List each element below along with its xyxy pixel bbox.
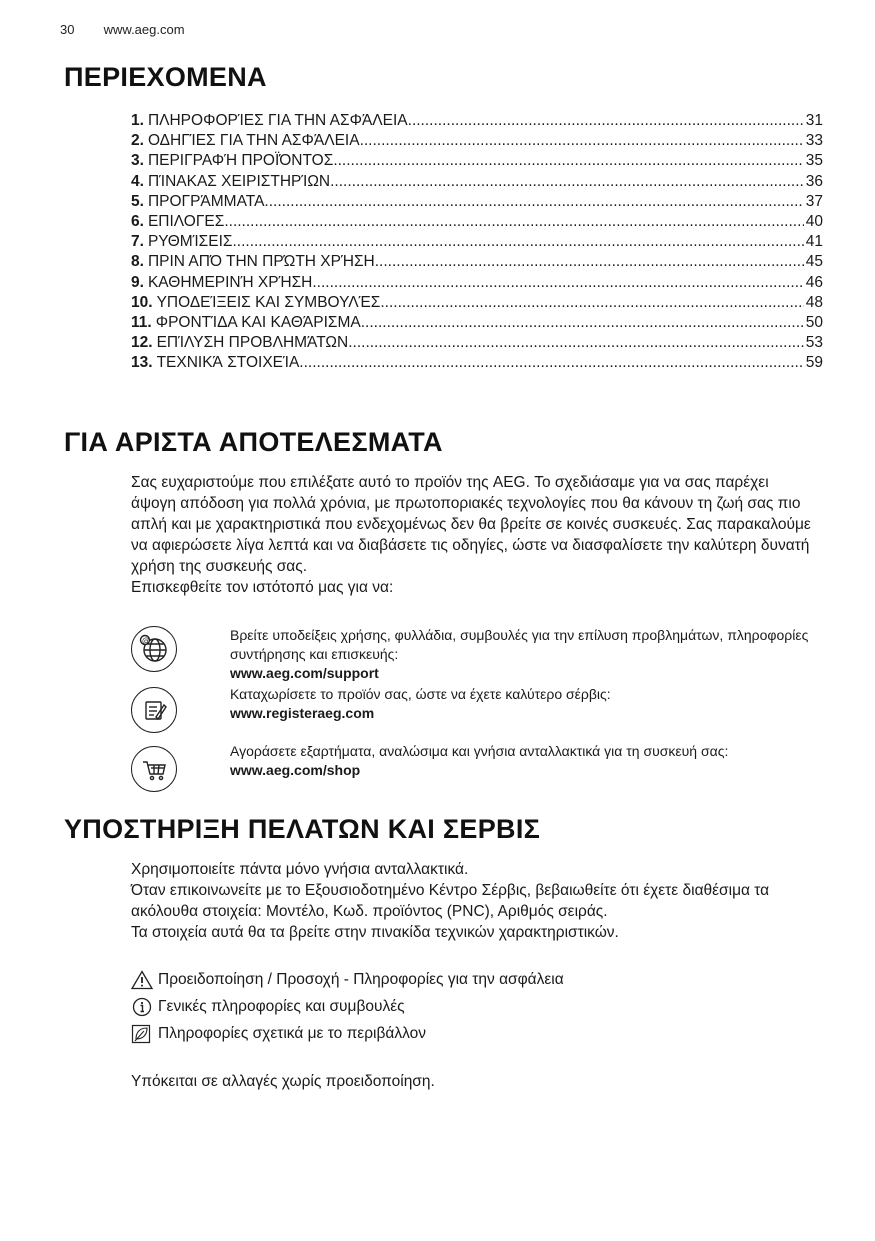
results-intro-text: Σας ευχαριστούμε που επιλέξατε αυτό το προϊόν της AEG. Το σχεδιάσαμε για να σας παρέχει άψογη απόδοση για πολλά χρόνια, με πρωτοποριακές τεχνολογίες που θα κάνουν τη ζωή σας πιο απλή και με χαρακτηριστικά που ενδεχομένως δεν θα βρείτε σε κοινές συσκευές. Σας παρακαλούμε να αφιερώσετε λίγα λεπτά και να διαβάσετε τις οδηγίες, ώστε να διασφαλίσετε την καλύτερη δυνατή χρήση της συσκευής σας. <box>131 474 811 575</box>
toc-item-page: 37 <box>805 192 823 210</box>
toc-item-page: 31 <box>805 112 823 129</box>
toc-leader-dots <box>330 172 804 192</box>
toc-item-page: 40 <box>805 212 823 230</box>
results-title: ΓΙΑ ΑΡΙΣΤΑ ΑΠΟΤΕΛΕΣΜΑΤΑ <box>64 427 443 457</box>
toc-item-label: ΠΡΙΝ ΑΠΌ ΤΗΝ ΠΡΏΤΗ ΧΡΉΣΗ <box>147 253 375 271</box>
toc-item[interactable] <box>131 111 823 131</box>
support-text: Βρείτε υποδείξεις χρήσης, φυλλάδια, συμβουλές για την επίλυση προβλημάτων, πληροφορίες συντήρησης και επισκευής: <box>230 627 809 662</box>
register-form-icon <box>131 687 177 733</box>
register-text-block <box>230 685 810 723</box>
support-link[interactable]: www.aeg.com/support <box>230 665 379 681</box>
toc-item-number: 5. <box>131 192 144 210</box>
toc-item-label: ΠΕΡΙΓΡΑΦΉ ΠΡΟΪΌΝΤΟΣ <box>147 152 334 170</box>
page-header <box>60 22 185 37</box>
toc-item[interactable] <box>131 232 823 252</box>
toc-item-label: ΠΊΝΑΚΑΣ ΧΕΙΡΙΣΤΗΡΊΩΝ <box>147 172 331 190</box>
toc-item-label: ΤΕΧΝΙΚΆ ΣΤΟΙΧΕΊΑ <box>156 354 300 372</box>
shop-text: Αγοράσετε εξαρτήματα, αναλώσιμα και γνήσια ανταλλακτικά για τη συσκευή σας: <box>230 743 729 759</box>
toc-item-number: 4. <box>131 172 144 190</box>
page-number: 30 <box>60 22 75 37</box>
results-intro-block <box>131 472 811 598</box>
leaf-icon <box>131 1024 153 1044</box>
toc-leader-dots <box>333 151 803 171</box>
toc-leader-dots <box>348 333 804 353</box>
shopping-cart-icon <box>131 746 177 792</box>
toc-item[interactable] <box>131 313 823 333</box>
legend-info <box>131 993 831 1020</box>
legend-info-text: Γενικές πληροφορίες και συμβουλές <box>158 997 405 1015</box>
toc-leader-dots <box>232 232 803 252</box>
toc-item[interactable] <box>131 333 823 353</box>
toc-item-number: 11. <box>131 313 152 331</box>
legend-warning <box>131 966 831 993</box>
toc-item-number: 12. <box>131 334 153 352</box>
toc-item-label: ΡΥΘΜΊΣΕΙΣ <box>147 233 233 251</box>
info-icon <box>131 997 153 1017</box>
legend-warning-text: Προειδοποίηση / Προσοχή - Πληροφορίες για την ασφάλεια <box>158 970 564 988</box>
toc-item-number: 2. <box>131 132 144 150</box>
disclaimer: Υπόκειται σε αλλαγές χωρίς προειδοποίηση. <box>131 1073 435 1090</box>
toc-item-page: 36 <box>805 172 823 190</box>
toc-item-number: 8. <box>131 253 144 271</box>
legend-environment <box>131 1020 831 1047</box>
toc-item-page: 59 <box>805 354 823 372</box>
toc-item-label: ΕΠΙΛΟΓΕΣ <box>147 212 225 230</box>
toc-item-number: 1. <box>131 112 144 129</box>
service-line-contact: Όταν επικοινωνείτε με το Εξουσιοδοτημένο Κέντρο Σέρβις, βεβαιωθείτε ότι έχετε διαθέσιμα τα ακόλουθα στοιχεία: Μοντέλο, Κωδ. προϊόντος (PNC), Αριθμός σειράς. <box>131 882 770 920</box>
toc-item-page: 41 <box>805 233 823 251</box>
globe-icon <box>131 626 177 672</box>
toc-item-label: ΠΛΗΡΟΦΟΡΊΕΣ ΓΙΑ ΤΗΝ ΑΣΦΆΛΕΙΑ <box>147 112 408 129</box>
toc-item-page: 35 <box>805 152 823 170</box>
service-title: ΥΠΟΣΤΗΡΙΞΗ ΠΕΛΑΤΩΝ ΚΑΙ ΣΕΡΒΙΣ <box>64 814 541 844</box>
header-site-url: www.aeg.com <box>103 22 185 37</box>
toc-leader-dots <box>264 192 803 212</box>
toc-item[interactable] <box>131 252 823 272</box>
toc-item[interactable] <box>131 192 823 212</box>
toc-title: ΠΕΡΙΕΧΟΜΕΝΑ <box>64 62 267 92</box>
register-link[interactable]: www.registeraeg.com <box>230 705 375 721</box>
toc-item-number: 7. <box>131 233 144 251</box>
toc-item-number: 9. <box>131 273 144 291</box>
toc-item[interactable] <box>131 273 823 293</box>
support-text-block <box>230 626 810 683</box>
toc-leader-dots <box>380 293 803 313</box>
register-text: Καταχωρίσετε το προϊόν σας, ώστε να έχετε καλύτερο σέρβις: <box>230 686 611 702</box>
toc-leader-dots <box>408 111 804 131</box>
toc-leader-dots <box>299 353 803 373</box>
toc-item-page: 45 <box>805 253 823 271</box>
toc-leader-dots <box>375 252 804 272</box>
legend-environment-text: Πληροφορίες σχετικά με το περιβάλλον <box>158 1024 426 1042</box>
toc-item-page: 53 <box>805 334 823 352</box>
symbol-legend <box>131 966 831 1047</box>
toc-item-label: ΕΠΊΛΥΣΗ ΠΡΟΒΛΗΜΆΤΩΝ <box>156 334 349 352</box>
toc-item-number: 6. <box>131 212 144 230</box>
toc-item-label: ΟΔΗΓΊΕΣ ΓΙΑ ΤΗΝ ΑΣΦΆΛΕΙΑ <box>147 132 360 150</box>
toc-item-label: ΥΠΟΔΕΊΞΕΙΣ ΚΑΙ ΣΥΜΒΟΥΛΈΣ <box>156 293 381 311</box>
svg-text:@: @ <box>142 636 150 645</box>
service-text-block <box>131 859 801 943</box>
toc-item[interactable] <box>131 131 823 151</box>
toc-item-number: 13. <box>131 354 153 372</box>
toc-item-page: 46 <box>805 273 823 291</box>
shop-text-block <box>230 742 810 780</box>
toc-item[interactable] <box>131 172 823 192</box>
toc-item-label: ΦΡΟΝΤΊΔΑ ΚΑΙ ΚΑΘΆΡΙΣΜΑ <box>155 313 361 331</box>
toc-item-page: 33 <box>805 132 823 150</box>
toc-item-page: 50 <box>805 313 823 331</box>
toc-leader-dots <box>360 131 804 151</box>
toc-leader-dots <box>224 212 803 232</box>
toc-item-page: 48 <box>805 293 823 311</box>
toc-item[interactable] <box>131 212 823 232</box>
service-line-genuine-parts: Χρησιμοποιείτε πάντα μόνο γνήσια ανταλλακτικά. <box>131 861 469 878</box>
toc-item[interactable] <box>131 151 823 171</box>
results-visit-text: Επισκεφθείτε τον ιστότοπό μας για να: <box>131 579 394 596</box>
toc-item-number: 10. <box>131 293 153 311</box>
toc-item-label: ΚΑΘΗΜΕΡΙΝΉ ΧΡΉΣΗ <box>147 273 313 291</box>
table-of-contents <box>131 111 823 373</box>
toc-leader-dots <box>361 313 804 333</box>
toc-item[interactable] <box>131 293 823 313</box>
shop-link[interactable]: www.aeg.com/shop <box>230 762 361 778</box>
toc-leader-dots <box>312 273 803 293</box>
warning-icon <box>131 970 153 990</box>
service-line-rating-plate: Τα στοιχεία αυτά θα τα βρείτε στην πινακίδα τεχνικών χαρακτηριστικών. <box>131 924 619 941</box>
toc-item-number: 3. <box>131 152 144 170</box>
toc-item-label: ΠΡΟΓΡΆΜΜΑΤΑ <box>147 192 265 210</box>
toc-item[interactable] <box>131 353 823 373</box>
